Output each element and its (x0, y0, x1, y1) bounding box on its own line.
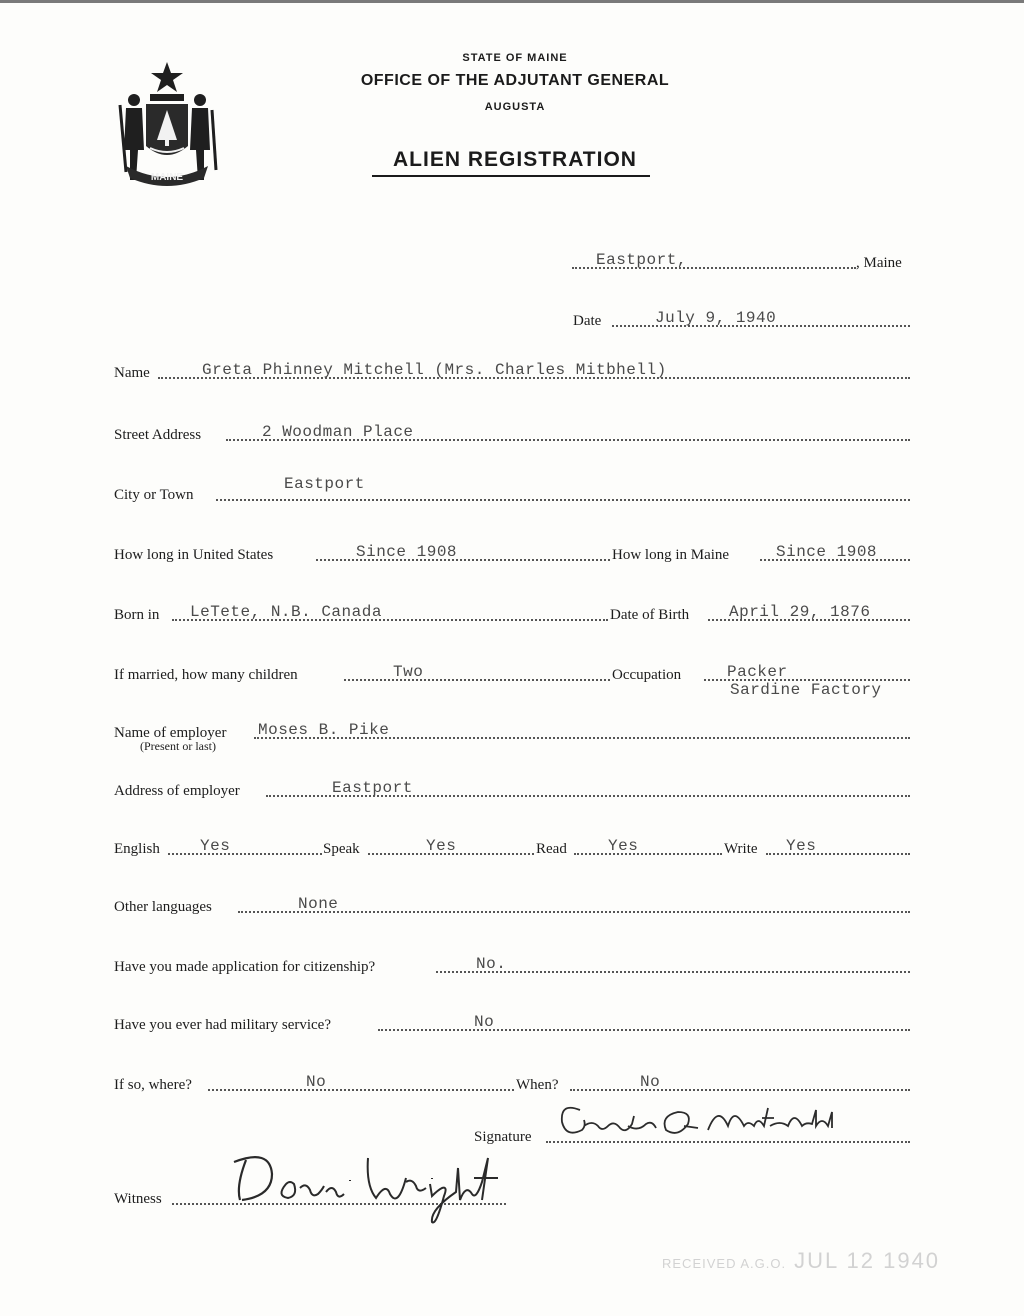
citizenship-row (0, 952, 1024, 976)
dob-label: Date of Birth (610, 607, 690, 623)
page-title: ALIEN REGISTRATION (393, 148, 637, 171)
military-label: Have you ever had military service? (114, 1017, 331, 1033)
where-label: If so, where? (114, 1077, 192, 1093)
maine-state-seal-icon (112, 60, 222, 188)
born-label: Born in (114, 607, 160, 623)
received-stamp-prefix: RECEIVED A.G.O. (662, 1256, 787, 1271)
signature-label: Signature (474, 1129, 532, 1145)
english-label: English (114, 841, 160, 857)
name-label: Name (114, 365, 150, 381)
read-label: Read (536, 841, 567, 857)
city-heading: AUGUSTA (484, 101, 546, 113)
date-label: Date (573, 313, 602, 329)
when-label: When? (516, 1077, 559, 1093)
place-value: Eastport, (596, 251, 687, 269)
svg-text:MAINE: MAINE (150, 172, 184, 183)
title-underline (372, 175, 650, 177)
scan-edge (0, 0, 1024, 3)
city-label: City or Town (114, 487, 194, 503)
maine-years-value: Since 1908 (776, 543, 878, 561)
write-value: Yes (786, 837, 817, 855)
employer-address-row (0, 776, 1024, 800)
street-row (0, 420, 1024, 444)
street-label: Street Address (114, 427, 202, 443)
other-languages-label: Other languages (114, 899, 212, 915)
other-languages-value: None (298, 895, 339, 913)
date-row (0, 306, 1024, 330)
employer-address-value: Eastport (332, 779, 413, 797)
maine-label: , Maine (856, 255, 902, 271)
city-row (0, 475, 1024, 504)
military-row (0, 1010, 1024, 1034)
street-value: 2 Woodman Place (262, 423, 414, 441)
speak-label: Speak (323, 841, 360, 857)
date-value: July 9, 1940 (655, 309, 777, 327)
us-years-label: How long in United States (114, 547, 274, 563)
occupation-value: Packer (727, 663, 788, 681)
employer-address-label: Address of employer (114, 783, 240, 799)
read-value: Yes (608, 837, 639, 855)
speak-value: Yes (426, 837, 457, 855)
employer-value: Moses B. Pike (258, 721, 390, 739)
service-row (0, 1070, 1024, 1094)
maine-years-label: How long in Maine (612, 547, 730, 563)
other-languages-row (0, 892, 1024, 916)
applicant-signature (548, 1096, 848, 1146)
name-value: Greta Phinney Mitchell (Mrs. Charles Mitbhell) (202, 361, 667, 379)
english-value: Yes (200, 837, 231, 855)
city-value: Eastport (284, 475, 365, 493)
state-heading: STATE OF MAINE (462, 52, 568, 64)
received-stamp (662, 1248, 940, 1274)
residence-row (0, 540, 1024, 564)
occupation-label: Occupation (612, 667, 682, 683)
employer-label: Name of employer (114, 725, 227, 741)
english-row (0, 834, 1024, 858)
received-stamp-date: JUL 12 1940 (794, 1248, 941, 1273)
born-value: LeTete, N.B. Canada (190, 603, 382, 621)
children-label: If married, how many children (114, 667, 298, 683)
children-value: Two (393, 663, 424, 681)
name-row (0, 358, 1024, 382)
birth-row (0, 600, 1024, 624)
where-value: No (306, 1073, 327, 1091)
office-heading: OFFICE OF THE ADJUTANT GENERAL (360, 72, 670, 89)
us-years-value: Since 1908 (356, 543, 458, 561)
witness-label: Witness (114, 1191, 162, 1207)
military-value: No (474, 1013, 495, 1031)
dob-value: April 29, 1876 (729, 603, 871, 621)
witness-signature (226, 1138, 516, 1230)
write-label: Write (724, 841, 758, 857)
place-row (0, 248, 1024, 272)
employer-sublabel: (Present or last) (140, 739, 216, 753)
citizenship-label: Have you made application for citizenship? (114, 959, 376, 975)
when-value: No (640, 1073, 661, 1091)
citizenship-value: No. (476, 955, 507, 973)
occupation-value-line2: Sardine Factory (730, 681, 882, 699)
